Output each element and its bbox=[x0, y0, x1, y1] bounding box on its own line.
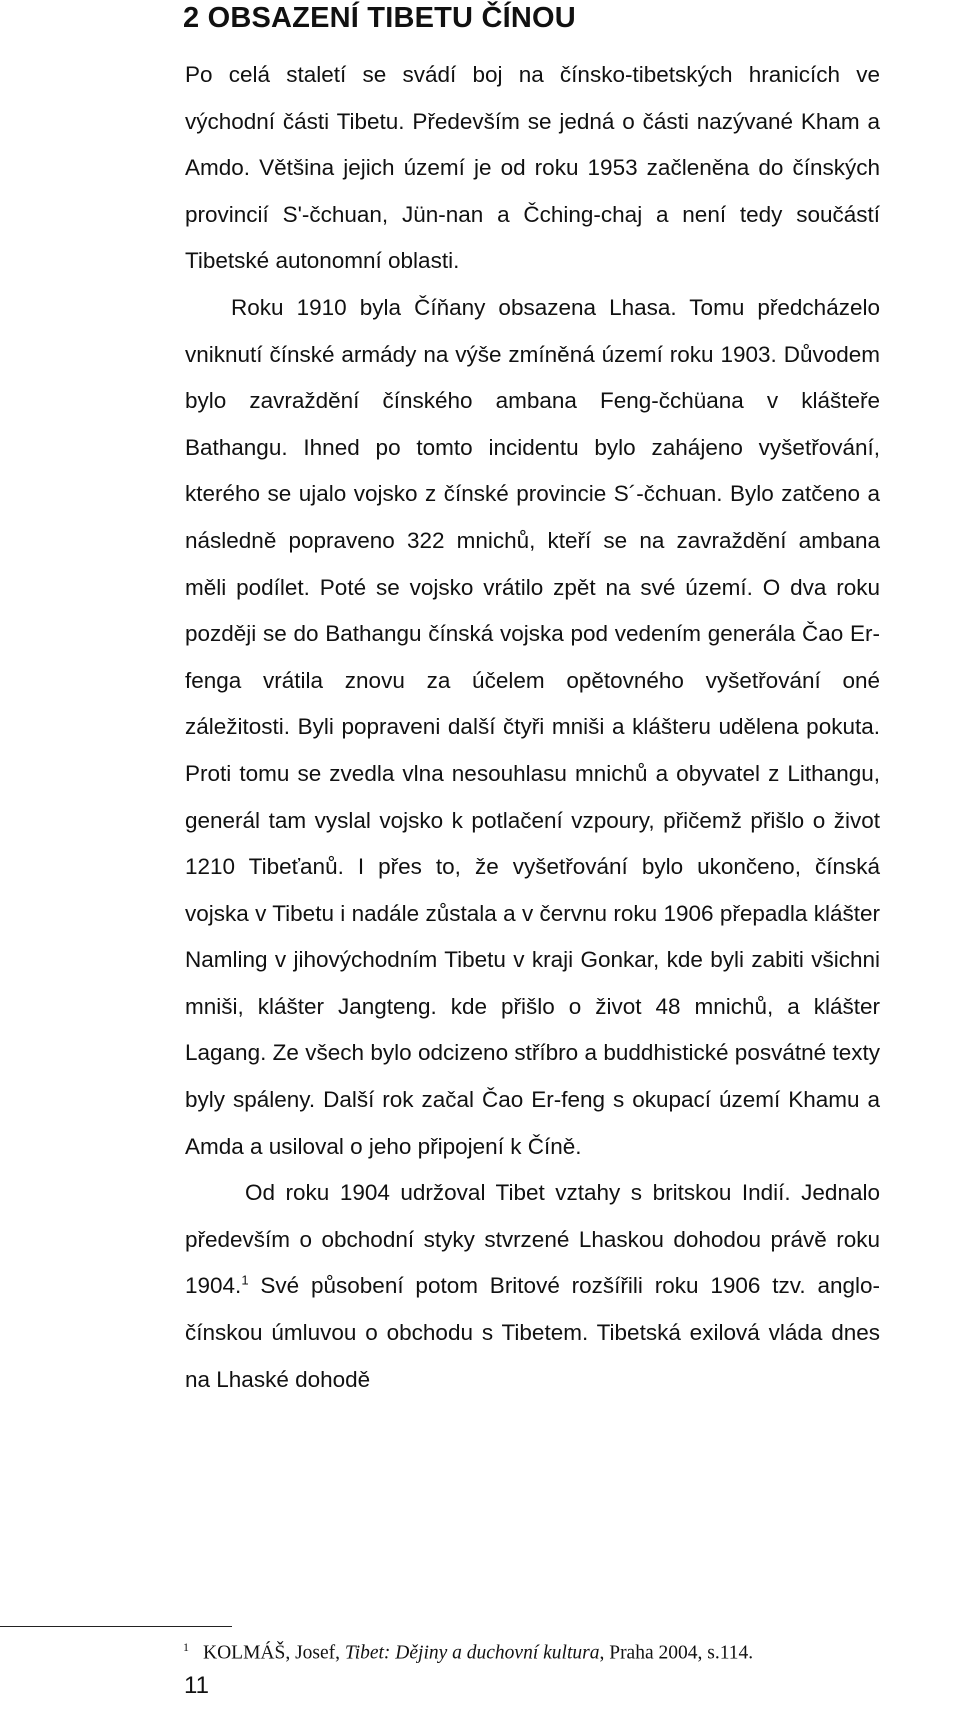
footnote-number: 1 bbox=[183, 1640, 189, 1654]
paragraph-2: Roku 1910 byla Číňany obsazena Lhasa. Tomu předcházelo vniknutí čínské armády na výše zmíněná území roku 1903. Důvodem bylo zavraždění čínského ambana Feng-čchüana v klášteře Bathangu. Ihned po tomto incidentu bylo zahájeno vyšetřování, kterého se ujalo vojsko z čínské provincie S´-čchuan. Bylo zatčeno a následně popraveno 322 mnichů, kteří se na zavraždění ambana měli podílet. Poté se vojsko vrátilo zpět na své území. O dva roku později se do Bathangu čínská vojska pod vedením generála Čao Er-fenga vrátila znovu za účelem opětovného vyšetřování oné záležitosti. Byli popraveni další čtyři mniši a klášteru udělena pokuta. Proti tomu se zvedla vlna nesouhlasu mnichů a obyvatel z Lithangu, generál tam vyslal vojsko k potlačení vzpoury, přičemž přišlo o život 1210 Tibeťanů. I přes to, že vyšetřování bylo ukončeno, čínská vojska v Tibetu i nadále zůstala a v červnu roku 1906 přepadla klášter Namling v jihovýchodním Tibetu v kraji Gonkar, kde byli zabiti všichni mniši, klášter Jangteng. kde přišlo o život 48 mnichů, a klášter Lagang. Ze všech bylo odcizeno stříbro a buddhistické posvátné texty byly spáleny. Další rok začal Čao Er-feng s okupací území Khamu a Amda a usiloval o jeho připojení k Číně. bbox=[185, 294, 880, 1159]
footnote-separator bbox=[0, 1626, 232, 1627]
paragraph-3 bbox=[185, 1170, 880, 1403]
body-text bbox=[185, 52, 880, 1403]
paragraph-1: Po celá staletí se svádí boj na čínsko-tibetských hranicích ve východní části Tibetu. Především se jedná o části nazývané Kham a Amdo. Většina jejich území je od roku 1953 začleněna do čínských provincií S'-čchuan, Jün-nan a Čching-chaj a není tedy součástí Tibetské autonomní oblasti. bbox=[185, 62, 880, 274]
page-number: 11 bbox=[184, 1672, 209, 1699]
footnote-details: , Praha 2004, s.114. bbox=[599, 1642, 754, 1664]
section-heading: 2 OBSAZENÍ TIBETU ČÍNOU bbox=[183, 2, 576, 34]
paragraph-3-text-b: Své působení potom Britové rozšířili roku 1906 tzv. anglo-čínskou úmluvou o obchodu s Tibetem. Tibetská exilová vláda dnes na Lhaské dohodě bbox=[185, 1273, 880, 1392]
footnote-reference[interactable]: 1 bbox=[241, 1272, 249, 1288]
footnote-author: KOLMÁŠ, Josef, bbox=[203, 1642, 345, 1664]
footnote bbox=[183, 1640, 883, 1665]
paragraph-3-text-a: Od roku 1904 udržoval Tibet vztahy s britskou Indií. Jednalo především o obchodní styky stvrzené Lhaskou dohodou právě roku 1904. bbox=[185, 1180, 880, 1299]
footnote-title: Tibet: Dějiny a duchovní kultura bbox=[344, 1642, 600, 1664]
